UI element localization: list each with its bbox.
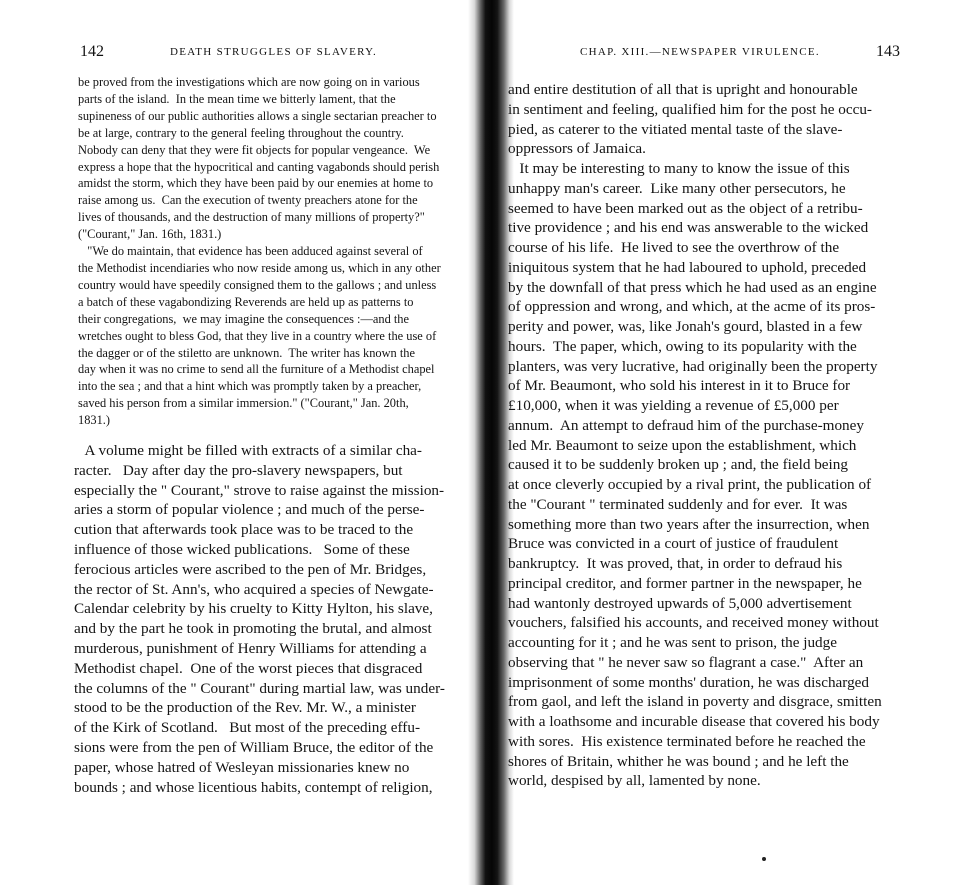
right-page-body-text: and entire destitution of all that is upright and honourable in sentiment and feeling, qualified him for the post he occu- pied, as caterer to the vitiated mental taste of the slave- oppressors of Jamaica. It may be interesting to many to know the issue of this unhappy man's career. Like many other persecutors, he seemed to have been marked out as the object of a retribu- tive providence ; and his end was answerable to the wicked course of his life. He lived to see the overthrow of the iniquitous system that he had laboured to uphold, preceded by the downfall of that press which he had used as an engine of oppression and wrong, and which, at the acme of its pros- perity and power, was, like Jonah's gourd, blasted in a few hours. The paper, which, owing to its popularity with the planters, was very lucrative, had originally been the property of Mr. Beaumont, who sold his interest in it to Bruce for £10,000, when it was yielding a revenue of £5,000 per annum. An attempt to defraud him of the purchase-money led Mr. Beaumont to seize upon the establishment, which caused it to be suddenly broken up ; and, the field being at once cleverly occupied by a rival print, the publication of the "Courant " terminated suddenly and for ever. It was something more than two years after the insurrection, when Bruce was convicted in a court of justice of fraudulent bankruptcy. It was proved, that, in order to defraud his principal creditor, and former partner in the newspaper, he had wantonly destroyed upwards of 5,000 advertisement vouchers, falsified his accounts, and received money without accounting for it ; and he was sent to prison, the judge observing that " he never saw so flagrant a case." After an imprisonment of some months' duration, he was discharged from gaol, and left the island in poverty and disgrace, smitten with a loathsome and incurable disease that covered his body with sores. His existence terminated before he reached the shores of Britain, whither he was bound ; and he left the world, despised by all, lamented by none. bbox=[508, 81, 882, 790]
left-page-header bbox=[80, 43, 465, 66]
left-page-number: 142 bbox=[80, 43, 104, 60]
right-running-head: CHAP. XIII.—NEWSPAPER VIRULENCE. bbox=[580, 46, 820, 58]
ink-speck bbox=[762, 857, 766, 861]
newspaper-quote-extract: be proved from the investigations which are now going on in various parts of the island. In the mean time we bitterly lament, that the supineness of our public authorities allows a single sectarian preacher to be at large, contrary to the general feeling throughout the country. Nobody can deny that they were fit objects for popular vengeance. We express a hope that the hypocritical and canting vagabonds should perish amidst the storm, which they have been paid by our enemies at home to raise among us. Can the execution of twenty preachers atone for the lives of thousands, and the destruction of many millions of property?" ("Courant," Jan. 16th, 1831.) "We do maintain, that evidence has been adduced against several of the Methodist incendiaries who now reside among us, which in any other country would have speedily consigned them to the gallows ; and unless a batch of these vagabondizing Reverends are held up as patterns to their congregations, we may imagine the consequences :—and the wretches ought to bless God, that they live in a country where the use of the dagger or of the stiletto are unknown. The writer has known the day when it was no crime to send all the furniture of a Methodist chapel into the sea ; and that a hint which was promptly taken by a preacher, saved his person from a similar immersion." ("Courant," Jan. 20th, 1831.) bbox=[78, 75, 441, 428]
right-page-header bbox=[580, 43, 900, 66]
left-page-body-text: A volume might be filled with extracts of a similar cha- racter. Day after day the pro-slavery newspapers, but especially the " Courant," strove to raise against the mission- aries a storm of popular violence ; and much of the perse- cution that afterwards took place was to be traced to the influence of those wicked publications. Some of these ferocious articles were ascribed to the pen of Mr. Bridges, the rector of St. Ann's, who acquired a species of Newgate- Calendar celebrity by his cruelty to Kitty Hylton, his slave, and by the part he took in promoting the brutal, and almost murderous, punishment of Henry Williams for attending a Methodist chapel. One of the worst pieces that disgraced the columns of the " Courant" during martial law, was under- stood to be the production of the Rev. Mr. W., a minister of the Kirk of Scotland. But most of the preceding effu- sions were from the pen of William Bruce, the editor of the paper, whose hatred of Wesleyan missionaries knew no bounds ; and whose licentious habits, contempt of religion, bbox=[74, 442, 445, 796]
left-running-head: DEATH STRUGGLES OF SLAVERY. bbox=[170, 46, 378, 58]
right-page-number: 143 bbox=[876, 43, 900, 60]
